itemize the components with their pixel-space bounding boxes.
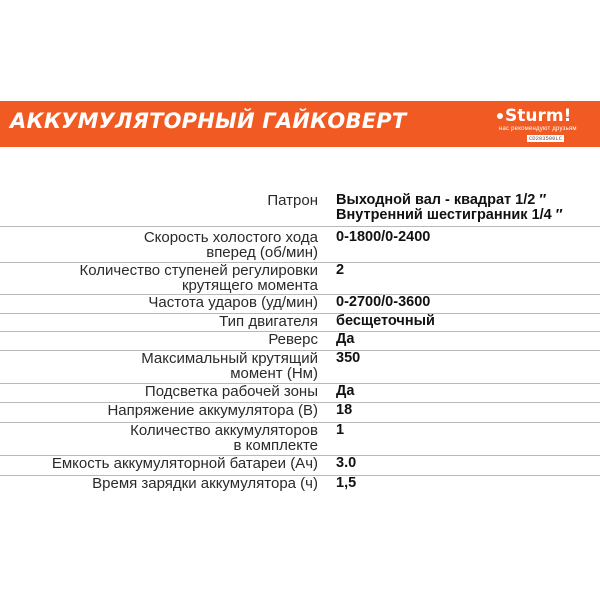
spec-label: Реверс <box>268 331 318 348</box>
spec-row <box>0 456 600 476</box>
spec-label: Количество ступеней регулировки крутящего момента <box>79 262 318 294</box>
spec-value: 1,5 <box>336 475 357 491</box>
spec-row <box>0 384 600 403</box>
model-code: CD203500LC <box>529 135 563 142</box>
spec-label: Напряжение аккумулятора (В) <box>107 402 318 419</box>
spec-label: Подсветка рабочей зоны <box>144 383 318 400</box>
spec-row <box>0 476 600 496</box>
spec-value: Выходной вал - квадрат 1/2 ″ Внутренний шестигранник 1/4 ″ <box>336 192 563 223</box>
spec-value: Да <box>336 331 355 347</box>
spec-value: 18 <box>336 402 353 418</box>
spec-row <box>0 263 600 295</box>
spec-row <box>0 230 600 263</box>
spec-value: бесщеточный <box>336 313 435 329</box>
spec-value: 2 <box>336 262 345 278</box>
spec-label: Тип двигателя <box>219 313 318 330</box>
spec-label: Патрон <box>267 192 318 209</box>
row-separator <box>0 226 600 227</box>
product-title: АККУМУЛЯТОРНЫЙ ГАЙКОВЕРТ <box>10 109 407 133</box>
spec-label: Время зарядки аккумулятора (ч) <box>92 475 318 492</box>
spec-row <box>0 314 600 332</box>
brand-logo <box>497 106 595 146</box>
spec-value: 0-2700/0-3600 <box>336 294 431 310</box>
spec-label: Частота ударов (уд/мин) <box>148 294 318 311</box>
spec-value: Да <box>336 383 355 399</box>
brand-name: Sturm! <box>505 106 572 126</box>
spec-value: 0-1800/0-2400 <box>336 229 431 245</box>
spec-value: 3.0 <box>336 455 357 471</box>
spec-label: Емкость аккумуляторной батареи (Ач) <box>51 455 318 472</box>
spec-label: Скорость холостого хода вперед (об/мин) <box>143 229 318 261</box>
spec-value: 350 <box>336 350 361 366</box>
logo-dot-icon <box>497 113 503 119</box>
spec-row <box>0 423 600 456</box>
spec-row <box>0 295 600 314</box>
spec-value: 1 <box>336 422 345 438</box>
brand-tagline: нас рекомендуют друзьям <box>499 126 577 132</box>
spec-row <box>0 403 600 423</box>
spec-row <box>0 193 600 227</box>
spec-label: Максимальный крутящий момент (Нм) <box>141 350 318 382</box>
spec-row <box>0 332 600 351</box>
spec-row <box>0 351 600 384</box>
spec-label: Количество аккумуляторов в комплекте <box>130 422 318 454</box>
